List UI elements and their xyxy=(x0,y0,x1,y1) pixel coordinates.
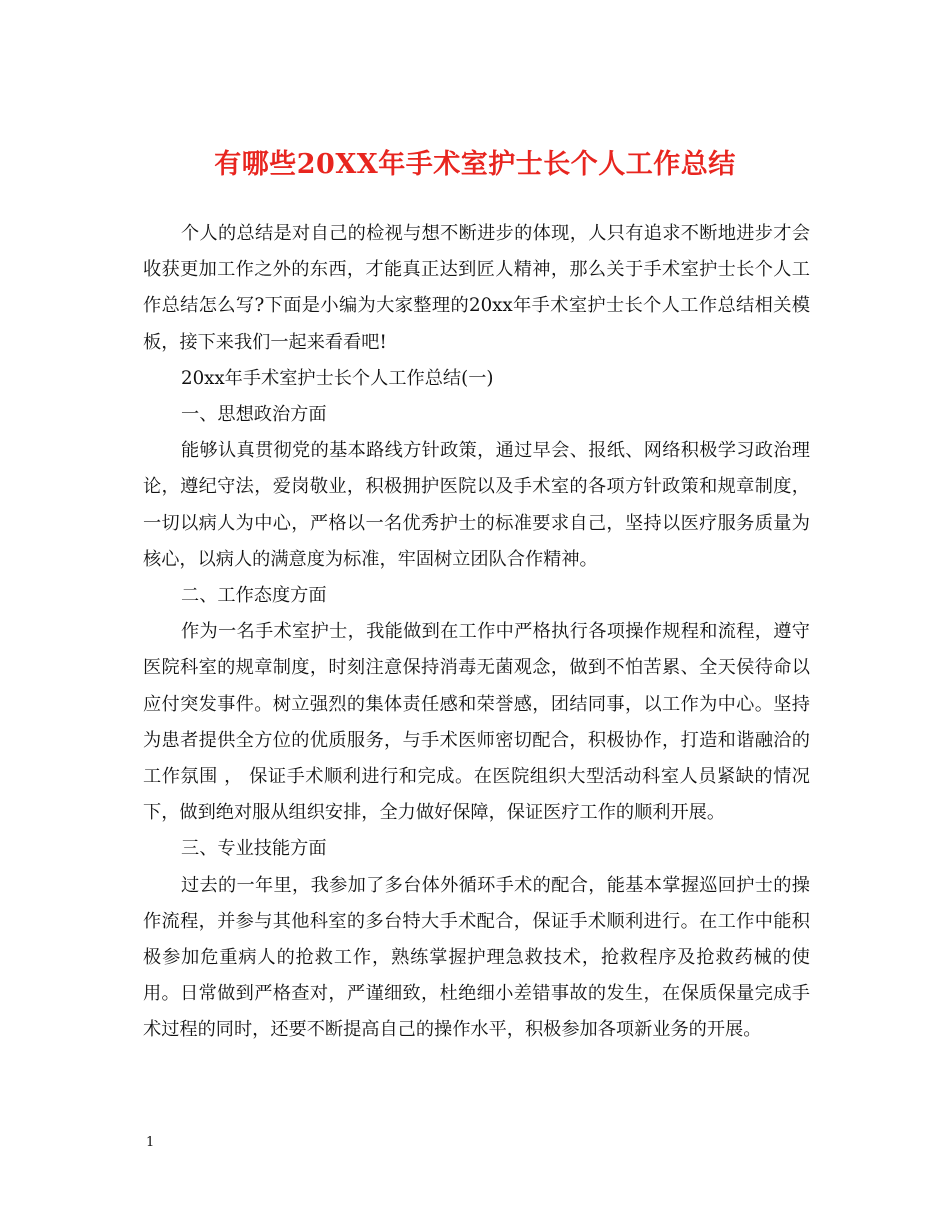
intro-paragraph: 个人的总结是对自己的检视与想不断进步的体现，人只有追求不断地进步才会收获更加工作之外的东西，才能真正达到匠人精神，那么关于手术室护士长个人工作总结怎么写?下面是小编为大家整理的20xx年手术室护士长个人工作总结相关模板，接下来我们一起来看看吧! xyxy=(143,223,810,353)
section-heading-summary-one: 20xx年手术室护士长个人工作总结(一) xyxy=(181,367,494,389)
document-title: 有哪些20XX年手术室护士长个人工作总结 xyxy=(214,149,736,180)
paragraph-political: 能够认真贯彻党的基本路线方针政策，通过早会、报纸、网络积极学习政治理论，遵纪守法，爱岗敬业，积极拥护医院以及手术室的各项方针政策和规章制度，一切以病人为中心，严格以一名优秀护士的标准要求自己，坚持以医疗服务质量为核心，以病人的满意度为标准，牢固树立团队合作精神。 xyxy=(143,440,810,570)
document-body xyxy=(143,216,810,1049)
section-heading-skills: 三、专业技能方面 xyxy=(181,838,327,860)
paragraph-attitude: 作为一名手术室护士，我能做到在工作中严格执行各项操作规程和流程，遵守医院科室的规章制度，时刻注意保持消毒无菌观念，做到不怕苦累、全天侯待命以应付突发事件。树立强烈的集体责任感和荣誉感，团结同事，以工作为中心。坚持为患者提供全方位的优质服务，与手术医师密切配合，积极协作，打造和谐融洽的工作氛围 ， 保证手术顺利进行和完成。在医院组织大型活动科室人员紧缺的情况下，做到绝对服从组织安排，全力做好保障，保证医疗工作的顺利开展。 xyxy=(143,621,810,824)
section-heading-attitude: 二、工作态度方面 xyxy=(181,585,327,607)
section-heading-political: 一、思想政治方面 xyxy=(181,404,327,426)
page-number: 1 xyxy=(146,1135,155,1150)
paragraph-skills: 过去的一年里，我参加了多台体外循环手术的配合，能基本掌握巡回护士的操作流程，并参与其他科室的多台特大手术配合，保证手术顺利进行。在工作中能积极参加危重病人的抢救工作，熟练掌握护理急救技术，抢救程序及抢救药械的使用。日常做到严格查对，严谨细致，杜绝细小差错事故的发生，在保质保量完成手术过程的同时，还要不断提高自己的操作水平，积极参加各项新业务的开展。 xyxy=(143,874,810,1041)
